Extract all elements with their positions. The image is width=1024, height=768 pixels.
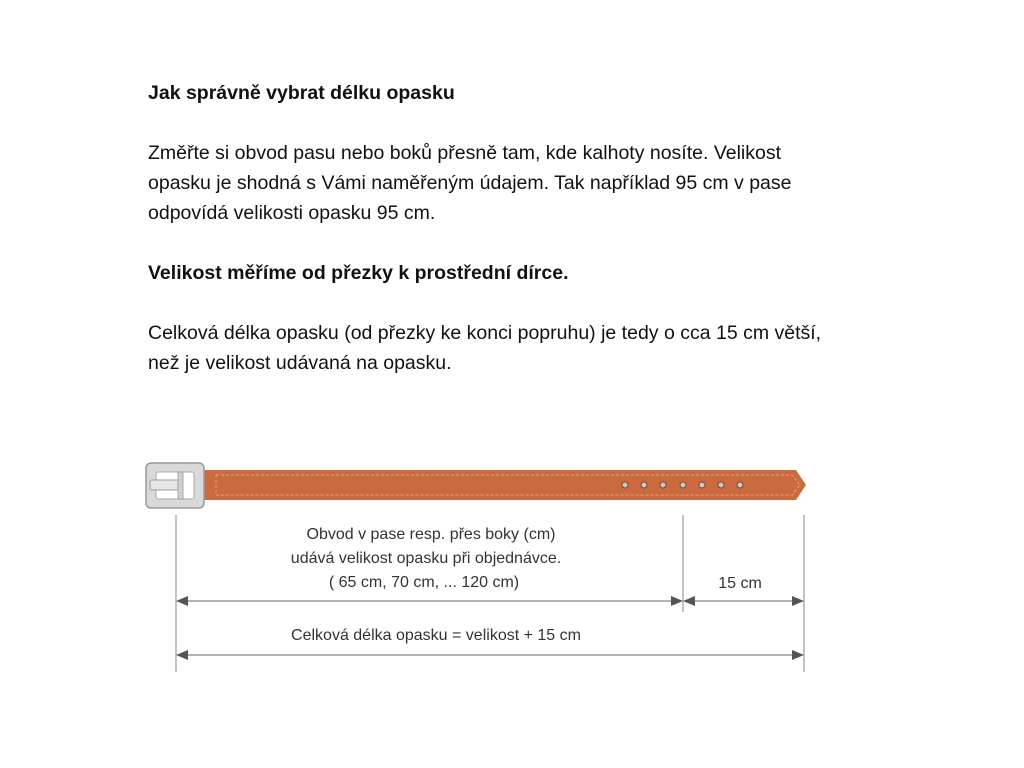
page-title: Jak správně vybrat délku opasku [148,82,455,104]
belt-hole [699,482,705,488]
total-length-label: Celková délka opasku = velikost + 15 cm [291,627,581,644]
extra-length-label: 15 cm [718,575,762,592]
paragraph-line: odpovídá velikosti opasku 95 cm. [148,202,436,224]
size-dimension-line [176,596,683,606]
belt-hole [660,482,666,488]
paragraph-line: než je velikost udávaná na opasku. [148,352,452,374]
extra-dimension-line [683,596,804,606]
belt-hole [718,482,724,488]
belt-hole [737,482,743,488]
emphasis-text: Velikost měříme od přezky k prostřední dírce. [148,262,569,284]
belt-buckle [146,463,204,508]
belt-hole [622,482,628,488]
size-label-line: Obvod v pase resp. přes boky (cm) [306,526,556,543]
belt-hole [641,482,647,488]
paragraph-line: Změřte si obvod pasu nebo boků přesně tam, kde kalhoty nosíte. Velikost [148,142,782,164]
paragraph-line: opasku je shodná s Vámi naměřeným údajem. Tak například 95 cm v pase [148,172,792,194]
total-dimension-line [176,650,804,660]
belt-strap [196,470,806,500]
belt-hole [680,482,686,488]
size-label-line: udává velikost opasku při objednávce. [290,550,562,567]
paragraph-line: Celková délka opasku (od přezky ke konci popruhu) je tedy o cca 15 cm větší, [148,322,822,344]
size-label-line: ( 65 cm, 70 cm, ... 120 cm) [328,574,520,591]
